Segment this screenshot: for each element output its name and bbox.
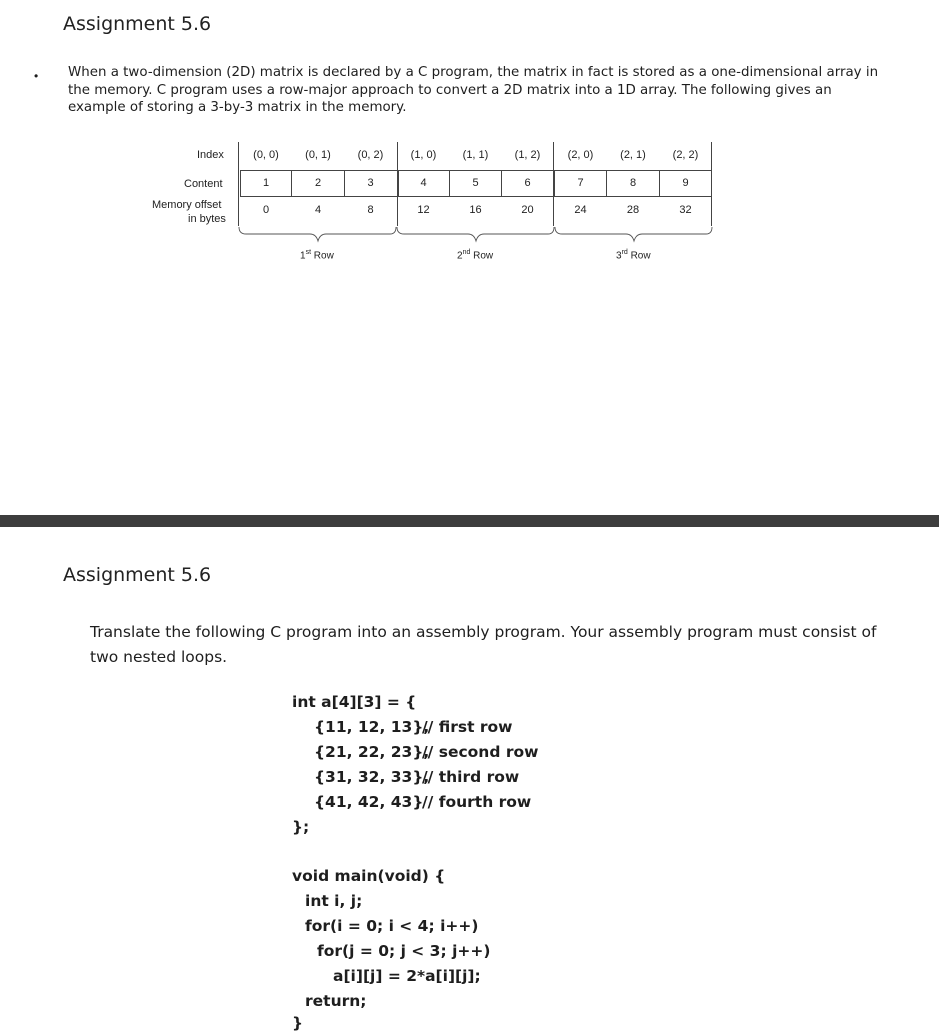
offset-cell: 24 [574,204,587,216]
content-label: Content [184,178,223,190]
offset-label-line1: Memory offset [152,199,222,211]
intro-paragraph: When a two-dimension (2D) matrix is declared by a C program, the matrix in fact is stored as a one-dimensional array in the memory. C program uses a row-major approach to convert a 2D matrix into a 1D array. The following gives an example of storing a 3-by-3 matrix in the memory. [68,65,879,115]
task-instructions: Translate the following C program into an assembly program. Your assembly program must consist of two nested loops. [90,623,877,666]
code-line: for(j = 0; j < 3; j++) [317,942,491,960]
code-line: for(i = 0; i < 4; i++) [305,917,479,935]
index-cell: (1, 2) [514,149,541,161]
section-title: Assignment 5.6 [63,564,212,586]
brace-row3 [555,227,712,241]
content-cell: 1 [262,177,270,189]
brace-row2 [397,227,554,241]
code-line: int i, j; [305,892,363,910]
content-cell: 4 [420,177,427,189]
row-braces [236,226,716,246]
code-comment: // second row [422,743,539,761]
offset-cell: 0 [262,204,270,216]
content-cell: 3 [367,177,374,189]
index-cell: (2, 0) [567,149,594,161]
code-comment: // third row [422,768,520,786]
code-line: {21, 22, 23}, [314,743,430,761]
slide-divider [0,515,939,527]
offset-cell: 12 [417,204,430,216]
index-cell: (2, 2) [672,149,699,161]
code-line: void main(void) { [292,867,446,885]
code-line: return; [305,992,367,1010]
content-cell: 5 [472,177,479,189]
index-cell: (1, 0) [410,149,437,161]
offset-cell: 32 [679,204,692,216]
page-title: Assignment 5.6 [63,13,212,35]
content-cell: 6 [524,177,531,189]
index-cell: (0, 0) [253,149,279,161]
code-line: int a[4][3] = { [292,693,417,711]
code-line: } [292,1014,304,1032]
content-cell: 2 [314,177,322,189]
offset-cell: 20 [521,204,534,216]
row-label-3: 3rd Row [616,249,651,262]
index-cell: (1, 1) [462,149,489,161]
index-label: Index [197,149,224,161]
group-separator [238,142,239,226]
row-label-2: 2nd Row [457,249,494,262]
offset-cell: 4 [314,204,322,216]
bullet-icon: • [34,69,39,83]
code-line: {11, 12, 13}, [314,718,430,736]
code-comment: // fourth row [422,793,532,811]
content-cell: 9 [682,177,689,189]
index-cell: (0, 2) [357,149,384,161]
offset-cell: 16 [469,204,482,216]
content-cell: 8 [629,177,637,189]
brace-row1 [239,227,396,241]
index-cell: (0, 1) [305,149,331,161]
cell-divider [291,170,292,196]
index-cell: (2, 1) [620,149,646,161]
code-line: a[i][j] = 2*a[i][j]; [333,967,481,985]
offset-cell: 8 [367,204,374,216]
row-label-1: 1st Row [300,249,334,262]
code-line: }; [292,818,310,836]
code-line: {31, 32, 33}, [314,768,430,786]
code-line: {41, 42, 43} [314,793,424,811]
content-cell: 7 [577,177,584,189]
code-comment: // first row [422,718,513,736]
offset-label-line2: in bytes [188,213,226,225]
offset-cell: 28 [626,204,640,216]
